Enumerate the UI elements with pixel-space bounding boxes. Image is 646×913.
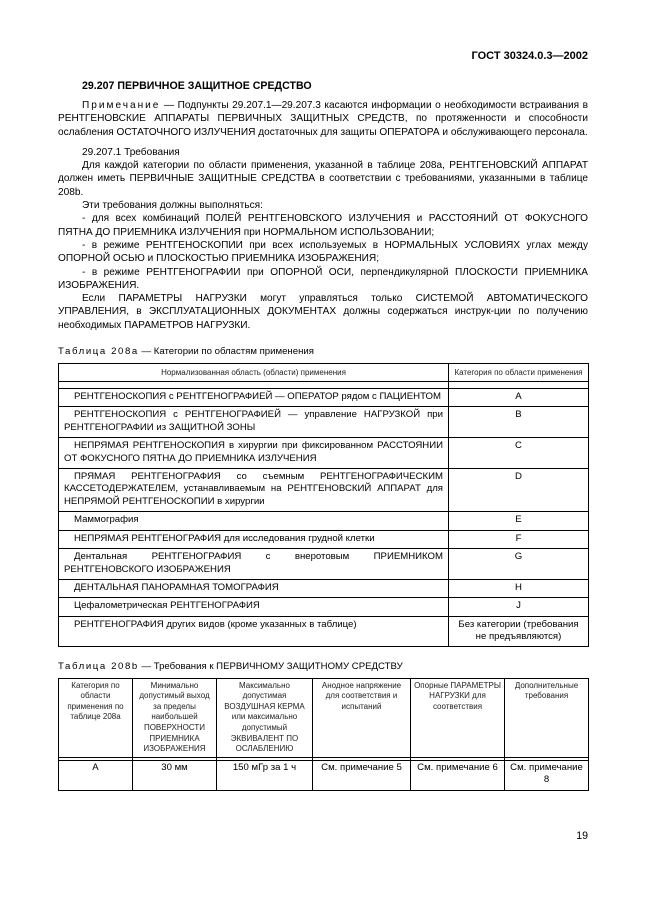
table-row [59, 438, 589, 469]
table-row [59, 579, 589, 597]
table-a-spacer-row [59, 382, 589, 389]
table-row [59, 598, 589, 616]
list-item-1: - для всех комбинаций ПОЛЕЙ РЕНТГЕНОВСКОГО ИЗЛУЧЕНИЯ и РАССТОЯНИЙ ОТ ФОКУСНОГО ПЯТНА ДО ПРИЕМНИКА ИЗЛУЧЕНИЯ при НОРМАЛЬНОМ ИСПОЛЬЗОВАНИИ; [58, 213, 588, 238]
spacer-cell [449, 382, 589, 389]
table-row [59, 469, 589, 512]
table-row [59, 407, 589, 438]
category-cell: Н [449, 579, 589, 597]
category-cell: С [449, 438, 589, 469]
note-label: Примечание [82, 100, 161, 111]
table-b-cell: 150 мГр за 1 ч [217, 760, 313, 790]
note-text: — Подпункты 29.207.1—29.207.3 касаются информации о необходимости встраивания в РЕНТГЕНОВСКИЕ АППАРАТЫ ПЕРВИЧНЫХ ЗАЩИТНЫХ СРЕДСТВ, по протяженности и способности ослабления ОСТАТОЧНОГО ИЗЛУЧЕНИЯ достаточных для защиты ОПЕРАТОРА и обслуживающего персонала. [58, 100, 588, 138]
area-cell: НЕПРЯМАЯ РЕНТГЕНОСКОПИЯ в хирургии при фиксированном РАССТОЯНИИ ОТ ФОКУСНОГО ПЯТНА ДО ПРИЕМНИКА ИЗЛУЧЕНИЯ [59, 438, 449, 469]
area-cell: ДЕНТАЛЬНАЯ ПАНОРАМНАЯ ТОМОГРАФИЯ [59, 579, 449, 597]
list-item-3: - в режиме РЕНТГЕНОГРАФИИ при ОПОРНОЙ ОСИ, перпендикулярной ПЛОСКОСТИ ПРИЕМНИКА ИЗОБРАЖЕНИЯ. [58, 266, 588, 291]
table-b-cell: 30 мм [133, 760, 217, 790]
table-a-caption [58, 346, 588, 357]
table-row [59, 389, 589, 407]
paragraph-2: Эти требования должны выполняться: [82, 200, 263, 212]
table-b-header-row [59, 678, 589, 757]
table-row [59, 512, 589, 530]
table-a-header-area: Нормализованная область (области) применения [59, 364, 449, 382]
table-b-header-cell: Анодное напряжение для соответствия и испытаний [313, 678, 411, 757]
category-cell: Е [449, 512, 589, 530]
table-row [59, 760, 589, 790]
table-b-caption-label: Таблица 208b [58, 660, 139, 672]
table-208b [58, 678, 589, 791]
table-a-caption-text: — Категории по областям применения [141, 346, 314, 358]
category-cell: G [449, 549, 589, 580]
table-row [59, 530, 589, 548]
table-b-cell: См. примечание 5 [313, 760, 411, 790]
area-cell: ПРЯМАЯ РЕНТГЕНОГРАФИЯ со съемным РЕНТГЕНОГРАФИЧЕСКИМ КАССЕТОДЕРЖАТЕЛЕМ, устанавливаемым на РЕНТГЕНОВСКИЙ АППАРАТ для НЕПРЯМОЙ РЕНТГЕНОСКОПИИ в хирургии [59, 469, 449, 512]
area-cell: РЕНТГЕНОГРАФИЯ других видов (кроме указанных в таблице) [59, 616, 449, 646]
page-content [58, 80, 588, 791]
table-b-header-cell: Минимально допустимый выход за пределы наибольшей ПОВЕРХНОСТИ ПРИЕМНИКА ИЗОБРАЖЕНИЯ [133, 678, 217, 757]
table-b-cell: А [59, 760, 133, 790]
paragraph-3: Если ПАРАМЕТРЫ НАГРУЗКИ могут управляться только СИСТЕМОЙ АВТОМАТИЧЕСКОГО УПРАВЛЕНИЯ, в ЭКСПЛУАТАЦИОННЫХ ДОКУМЕНТАХ должны содержаться инструк-ции по получению необходимых ПАРАМЕТРОВ НАГРУЗКИ. [58, 293, 588, 331]
area-cell: Маммография [59, 512, 449, 530]
list-item-2: - в режиме РЕНТГЕНОСКОПИИ при всех используемых в НОРМАЛЬНЫХ УСЛОВИЯХ углах между ОПОРНОЙ ОСЬЮ и ПЛОСКОСТЬЮ ПРИЕМНИКА ИЗОБРАЖЕНИЯ; [58, 239, 588, 265]
category-cell: Без категории (требования не предъявляются) [449, 616, 589, 646]
table-b-header-cell: Категория по области применения по таблице 208а [59, 678, 133, 757]
area-cell: РЕНТГЕНОСКОПИЯ с РЕНТГЕНОГРАФИЕЙ — ОПЕРАТОР рядом с ПАЦИЕНТОМ [59, 389, 449, 407]
table-b-caption [58, 661, 588, 672]
area-cell: Цефалометрическая РЕНТГЕНОГРАФИЯ [59, 598, 449, 616]
table-b-cell: См. примечание 6 [411, 760, 505, 790]
category-cell: J [449, 598, 589, 616]
table-b-header-cell: Дополнительные требования [505, 678, 589, 757]
page-number: 19 [576, 830, 588, 842]
table-a-header-category: Категория по области применения [449, 364, 589, 382]
standard-number: ГОСТ 30324.0.3—2002 [471, 50, 588, 62]
paragraph-1: Для каждой категории по области применения, указанной в таблице 208а, РЕНТГЕНОВСКИЙ АППАРАТ должен иметь ПЕРВИЧНЫЕ ЗАЩИТНЫЕ СРЕДСТВА в соответствии с требованиями, указанными в таблице 208b. [58, 160, 588, 198]
category-cell: F [449, 530, 589, 548]
table-b-cell: См. примечание 8 [505, 760, 589, 790]
area-cell: Дентальная РЕНТГЕНОГРАФИЯ с внеротовым ПРИЕМНИКОМ РЕНТГЕНОВСКОГО ИЗОБРАЖЕНИЯ [59, 549, 449, 580]
table-row [59, 616, 589, 646]
category-cell: В [449, 407, 589, 438]
section-heading: 29.207 ПЕРВИЧНОЕ ЗАЩИТНОЕ СРЕДСТВО [82, 80, 312, 92]
note-paragraph [58, 99, 588, 139]
category-cell: D [449, 469, 589, 512]
table-b-header-cell: Опорные ПАРАМЕТРЫ НАГРУЗКИ для соответствия [411, 678, 505, 757]
table-row [59, 549, 589, 580]
table-a-caption-label: Таблица 208а [58, 346, 139, 358]
category-cell: А [449, 389, 589, 407]
table-b-header-cell: Максимально допустимая ВОЗДУШНАЯ КЕРМА или максимально допустимый ЭКВИВАЛЕНТ ПО ОСЛАБЛЕНИЮ [217, 678, 313, 757]
table-a-header-row [59, 364, 589, 382]
table-b-caption-text: — Требования к ПЕРВИЧНОМУ ЗАЩИТНОМУ СРЕДСТВУ [141, 660, 403, 672]
table-208a [58, 363, 589, 647]
area-cell: РЕНТГЕНОСКОПИЯ с РЕНТГЕНОГРАФИЕЙ — управление НАГРУЗКОЙ при РЕНТГЕНОГРАФИИ из ЗАЩИТНОЙ ЗОНЫ [59, 407, 449, 438]
sub-heading: 29.207.1 Требования [82, 146, 180, 158]
area-cell: НЕПРЯМАЯ РЕНТГЕНОГРАФИЯ для исследования грудной клетки [59, 530, 449, 548]
spacer-cell [59, 382, 449, 389]
